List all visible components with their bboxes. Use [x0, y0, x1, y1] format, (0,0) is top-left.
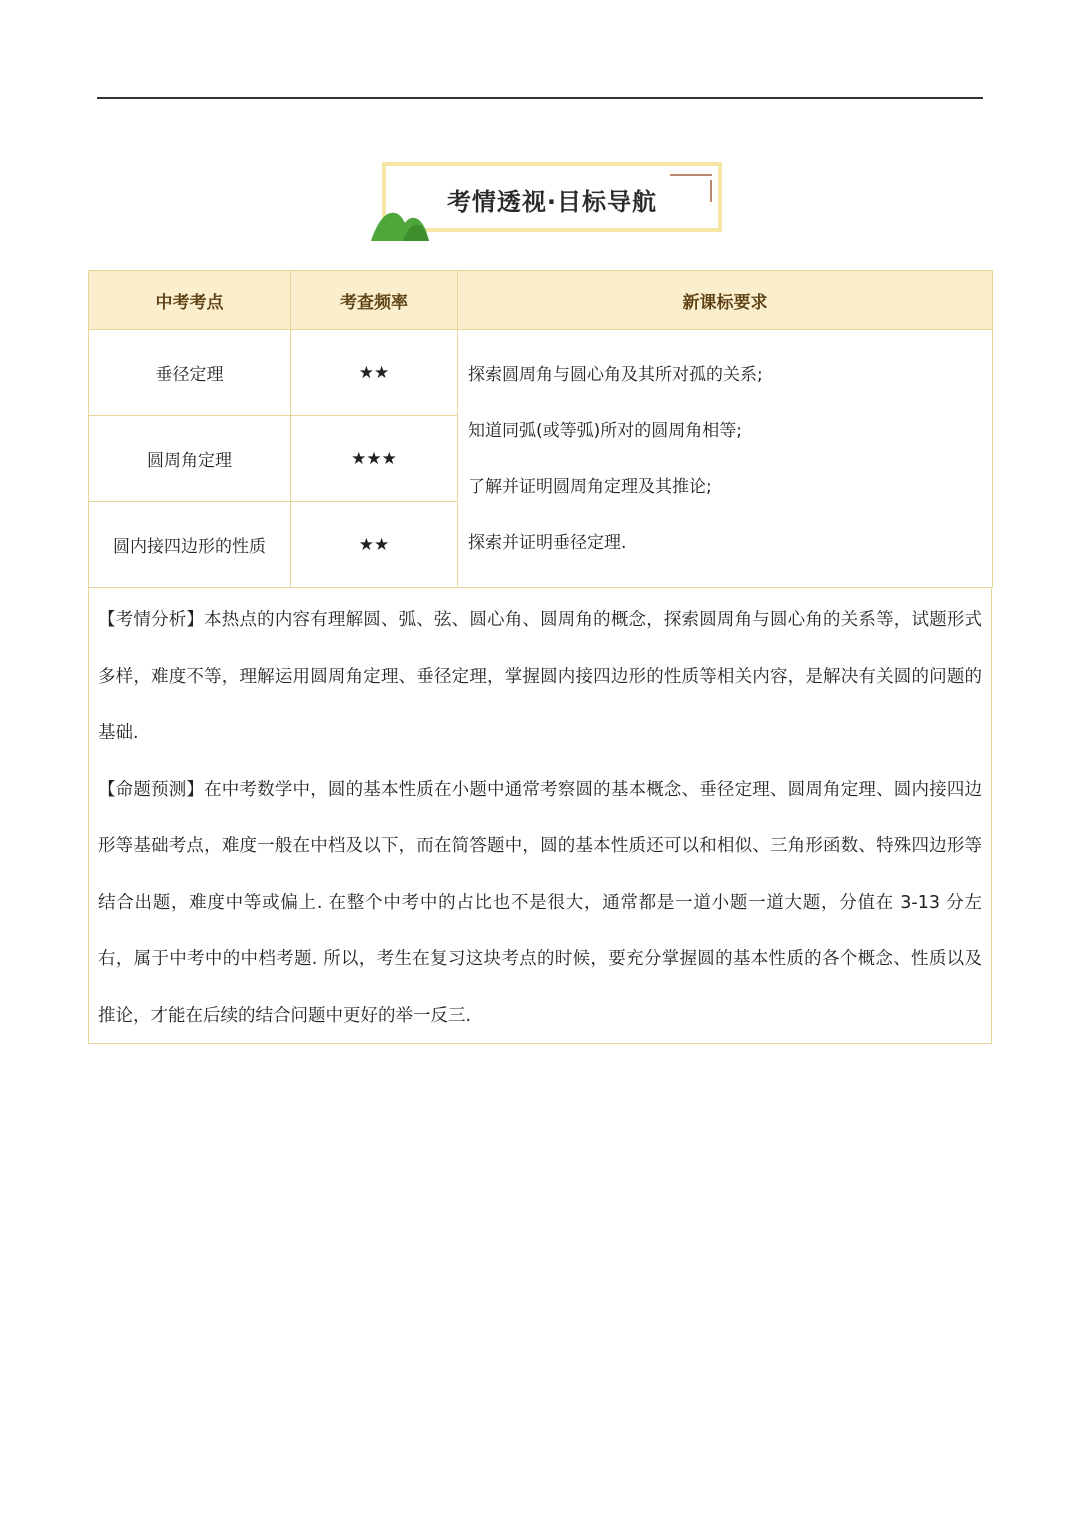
- exam-point-cell: 圆周角定理: [89, 416, 291, 502]
- banner-decoration: [670, 174, 712, 176]
- requirement-item: 探索圆周角与圆心角及其所对孤的关系;: [468, 364, 763, 385]
- section-banner: [382, 162, 722, 232]
- frequency-stars: ★★: [291, 330, 458, 416]
- analysis-box: [88, 588, 992, 1044]
- table-row: [89, 330, 993, 416]
- exam-point-cell: 垂径定理: [89, 330, 291, 416]
- hills-icon: [369, 205, 431, 241]
- header-frequency: 考查频率: [291, 271, 458, 330]
- banner-decoration: [710, 180, 712, 202]
- exam-point-cell: 圆内接四边形的性质: [89, 502, 291, 588]
- header-exam-point: 中考考点: [89, 271, 291, 330]
- table-header-row: [89, 271, 993, 330]
- requirement-item: 知道同弧(或等弧)所对的圆周角相等;: [468, 420, 742, 441]
- requirements-cell: [458, 330, 993, 588]
- header-requirements: 新课标要求: [458, 271, 993, 330]
- requirement-item: 探索并证明垂径定理.: [468, 532, 627, 553]
- top-divider: [97, 97, 983, 99]
- exam-prediction-paragraph: 【命题预测】在中考数学中，圆的基本性质在小题中通常考察圆的基本概念、垂径定理、圆周角定理、圆内接四边形等基础考点，难度一般在中档及以下，而在简答题中，圆的基本性质还可以和相似、三角形函数、特殊四边形等结合出题，难度中等或偏上. 在整个中考中的占比也不是很大，通常都是一道小题一道大题，分值在 3-13 分左右，属于中考中的中档考题. 所以，考生在复习这块考点的时候，要充分掌握圆的基本性质的各个概念、性质以及推论，才能在后续的结合问题中更好的举一反三.: [98, 779, 982, 1026]
- frequency-stars: ★★★: [291, 416, 458, 502]
- exam-analysis-paragraph: 【考情分析】本热点的内容有理解圆、弧、弦、圆心角、圆周角的概念，探索圆周角与圆心角的关系等，试题形式多样，难度不等，理解运用圆周角定理、垂径定理，掌握圆内接四边形的性质等相关内容，是解决有关圆的问题的基础.: [98, 610, 982, 743]
- exam-points-table: [88, 270, 993, 588]
- requirement-item: 了解并证明圆周角定理及其推论;: [468, 476, 712, 497]
- banner-title: 考情透视·目标导航: [446, 188, 658, 216]
- frequency-stars: ★★: [291, 502, 458, 588]
